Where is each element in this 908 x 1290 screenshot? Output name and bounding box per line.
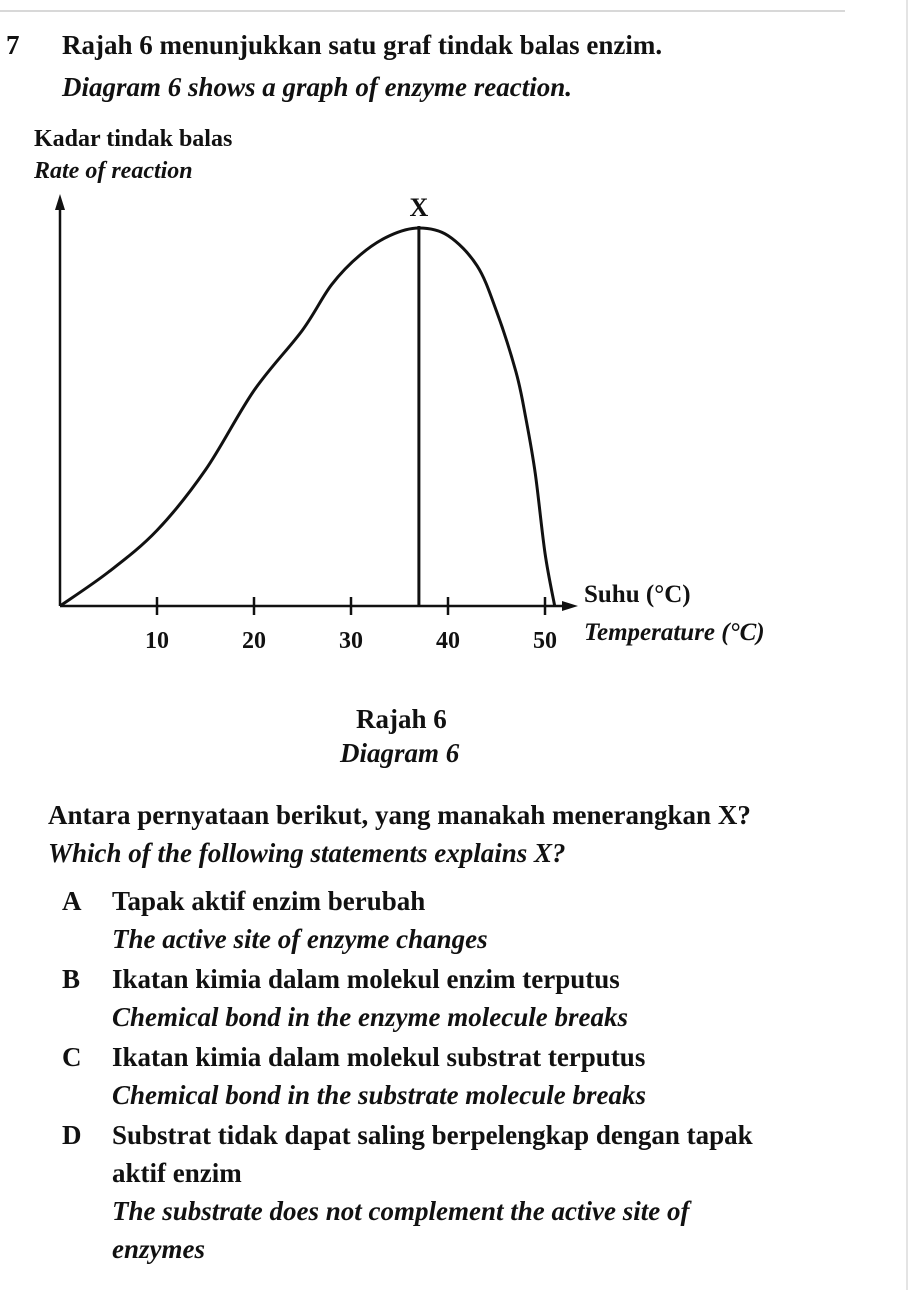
- y-axis-arrow: [55, 194, 65, 210]
- diagram-caption-malay: Rajah 6: [356, 704, 447, 734]
- x-tick-label-30: 30: [339, 628, 363, 654]
- x-tick-label-10: 10: [145, 628, 169, 654]
- option-d-malay-line1: Substrat tidak dapat saling berpelengkap dengan tapak: [112, 1120, 753, 1150]
- diagram-caption-english: Diagram 6: [340, 738, 460, 768]
- option-a-malay: Tapak aktif enzim berubah: [112, 886, 426, 916]
- option-a-letter: A: [62, 886, 82, 916]
- y-axis-label-malay: Kadar tindak balas: [34, 126, 233, 152]
- rate-curve: [60, 228, 555, 606]
- option-d-english-line1: The substrate does not complement the active site of: [112, 1196, 690, 1226]
- option-a-english: The active site of enzyme changes: [112, 924, 488, 954]
- y-axis-label-english: Rate of reaction: [34, 158, 193, 184]
- question-stem-english: Diagram 6 shows a graph of enzyme reaction.: [62, 72, 573, 102]
- option-d-letter: D: [62, 1120, 82, 1150]
- option-b-letter: B: [62, 964, 81, 994]
- x-axis-arrow: [562, 601, 578, 611]
- question-stem-malay: Rajah 6 menunjukkan satu graf tindak balas enzim.: [62, 30, 663, 60]
- x-tick-label-40: 40: [436, 628, 460, 654]
- x-axis-label-malay: Suhu (°C): [584, 581, 691, 608]
- option-c-letter: C: [62, 1042, 82, 1072]
- option-c-malay: Ikatan kimia dalam molekul substrat terputus: [112, 1042, 646, 1072]
- prompt-malay: Antara pernyataan berikut, yang manakah menerangkan X?: [48, 800, 751, 830]
- peak-label-x: X: [409, 193, 429, 222]
- x-axis-label-english: Temperature (°C): [584, 619, 765, 646]
- prompt-english: Which of the following statements explains X?: [48, 838, 566, 868]
- option-b-english: Chemical bond in the enzyme molecule breaks: [112, 1002, 628, 1032]
- option-b-malay: Ikatan kimia dalam molekul enzim terputus: [112, 964, 620, 994]
- option-d-malay-line2: aktif enzim: [112, 1158, 242, 1188]
- x-tick-label-20: 20: [242, 628, 266, 654]
- x-tick-label-50: 50: [533, 628, 557, 654]
- option-c-english: Chemical bond in the substrate molecule breaks: [112, 1080, 647, 1110]
- question-number: 7: [6, 30, 20, 60]
- option-d-english-line2: enzymes: [112, 1234, 205, 1264]
